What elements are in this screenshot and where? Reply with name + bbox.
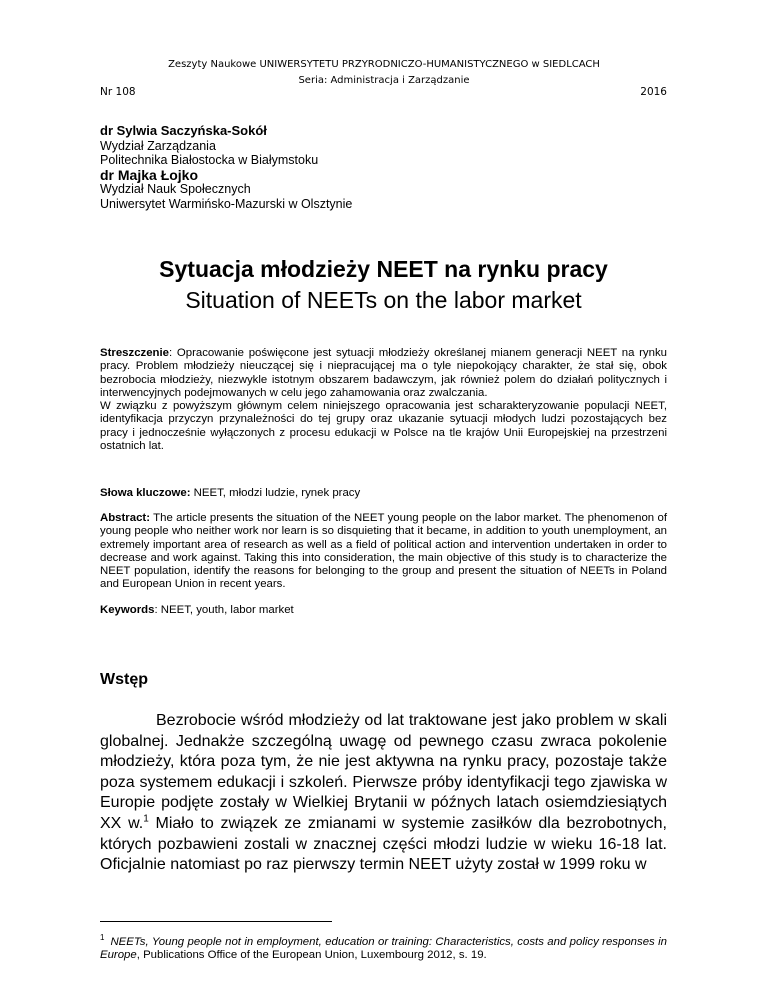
footnote-reference: 1: [143, 813, 149, 825]
footnote-divider: [100, 921, 332, 922]
footnote-text: , Publications Office of the European Union, Luxembourg 2012, s. 19.: [136, 949, 487, 962]
body-paragraph: [100, 711, 667, 876]
footnote-title: NEETs, Young people not in employment, education or training: Characteristics, costs and policy responses in Europe: [100, 935, 667, 962]
paper-subtitle: Situation of NEETs on the labor market: [185, 287, 582, 313]
abstract: [100, 512, 667, 592]
abstract-label: Abstract:: [100, 512, 151, 524]
streszczenie-text: W związku z powyższym głównym celem niniejszego opracowania jest scharakteryzowanie populacji NEET, identyfikacja przyczyn przynależności do tej grupy oraz ukazanie sytuacji młodych ludzi pozostających bez pracy i jednocześnie wyłączonych z procesu edukacji w Polsce na tle krajów Unii Europejskiej na przestrzeni ostatnich lat.: [100, 400, 667, 453]
streszczenie: [100, 347, 667, 453]
paragraph-text: Miało to związek ze zmianami w systemie zasiłków dla bezrobotnych, których pozbawieni zostali w znacznej części młodzi ludzie w wieku 16-18 lat. Oficjalnie natomiast po raz pierwszy termin NEET użyty został w 1999 roku w: [100, 814, 668, 874]
footnote: [100, 931, 667, 962]
issue-year: 2016: [640, 86, 667, 98]
footnote-number: 1: [100, 933, 105, 942]
author-affiliation: Wydział Nauk Społecznych: [100, 182, 251, 196]
author-block: [100, 124, 667, 211]
author-affiliation: Wydział Zarządzania: [100, 138, 216, 153]
journal-header: [0, 57, 768, 89]
issue-number: Nr 108: [100, 86, 136, 98]
streszczenie-text: : Opracowanie poświęcone jest sytuacji młodzieży określanej mianem generacji NEET na rynku pracy. Problem młodzieży nieuczącej się i niepracującej ma o tyle niepokojący charakter, że stał się, obok bezrobocia młodzieży, niezwykle istotnym obszarem badawczym, jak również polem do działań politycznych i interwencyjnych podejmowanych w celu jego zahamowania oraz zwalczania.: [100, 347, 667, 399]
slowa-kluczowe-text: NEET, młodzi ludzie, rynek pracy: [190, 487, 361, 499]
slowa-kluczowe: [100, 487, 667, 500]
slowa-kluczowe-label: Słowa kluczowe:: [100, 487, 191, 499]
journal-series: Seria: Administracja i Zarządzanie: [298, 75, 470, 86]
abstract-text: The article presents the situation of the NEET young people on the labor market. The phenomenon of young people who neither work nor learn is so disquieting that it became, in addition to youth unemployment, an extremely important area of research as well as a field of political action and intervention undertaken in order to decrease and work against. Taking this into consideration, the main objective of this study is to characterize the NEET population, identify the reasons for belonging to the group and present the situation of NEETs in Poland and European Union in recent years.: [100, 512, 667, 591]
issue-row: [100, 86, 667, 98]
streszczenie-label: Streszczenie: [100, 347, 170, 359]
section-heading: Wstęp: [100, 671, 148, 688]
paper-title: Sytuacja młodzieży NEET na rynku pracy: [159, 256, 608, 282]
paragraph-text: Bezrobocie wśród młodzieży od lat traktowane jest jako problem w skali globalnej. Jednakże szczególną uwagę od pewnego czasu zwraca pokolenie młodzieży, która poza tym, że nie jest aktywna na rynku pracy, pozostaje także poza systemem edukacji i szkoleń. Pierwsze próby identyfikacji tego zjawiska w Europie podjęte zostały w Wielkiej Brytanii w późnych latach osiemdziesiątych XX w.: [100, 712, 667, 832]
keywords-label: Keywords: [100, 604, 155, 616]
keywords: [100, 604, 667, 617]
journal-name: Zeszyty Naukowe UNIWERSYTETU PRZYRODNICZO-HUMANISTYCZNEGO w SIEDLCACH: [168, 59, 600, 70]
keywords-text: : NEET, youth, labor market: [154, 604, 294, 616]
author-affiliation: Uniwersytet Warmińsko-Mazurski w Olsztynie: [100, 196, 353, 211]
author-name: dr Majka Łojko: [100, 166, 199, 183]
author-name: dr Sylwia Saczyńska-Sokół: [100, 123, 267, 138]
author-affiliation: Politechnika Białostocka w Białymstoku: [100, 153, 319, 167]
